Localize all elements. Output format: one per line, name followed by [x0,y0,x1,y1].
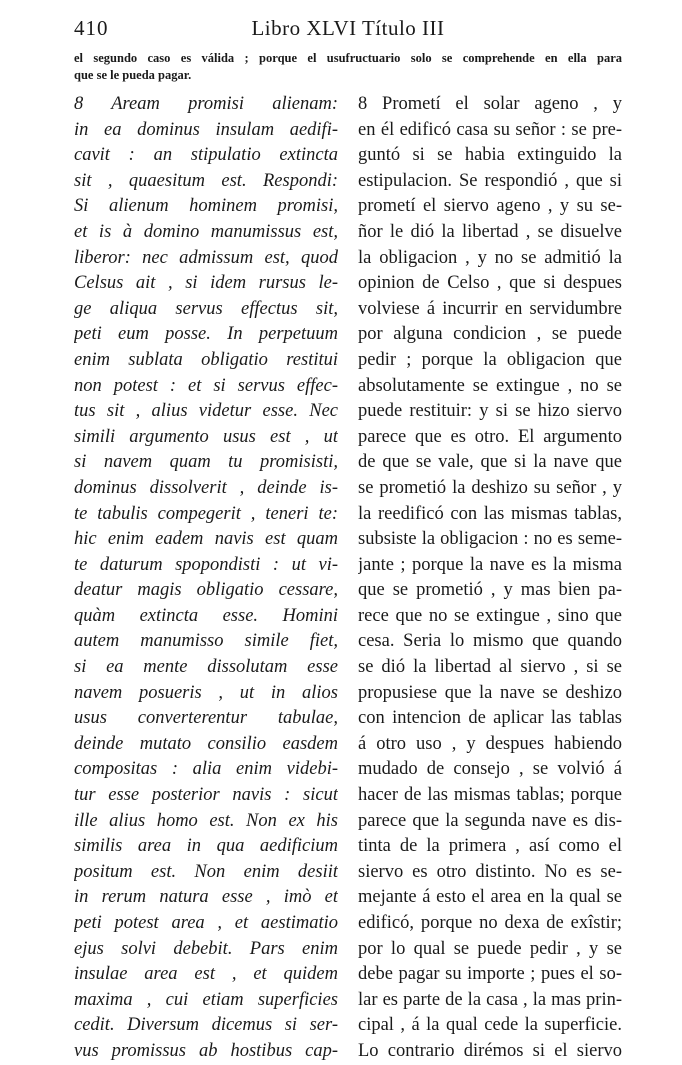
latin-text-line: te daturum spopondisti : ut vi- [74,554,338,575]
latin-text-line: et is à domino manumissus est, [74,221,338,242]
latin-text-column [74,92,338,1065]
latin-text-line: Si alienum hominem promisi, [74,196,338,217]
spanish-text-line: por lo qual se puede pedir , y se [358,938,622,959]
spanish-text-line: 8 Prometí el solar ageno , y [358,94,622,114]
spanish-text-line: se dió la libertad al siervo , si se [358,657,622,678]
latin-text-line: tur esse posterior navis : sicut [74,785,338,806]
latin-text-line: ge aliqua servus effectus sit, [74,298,338,319]
spanish-text-line: rece que no se extingue , sino que [358,605,622,626]
carry-over-line: que se le pueda pagar. [74,68,192,82]
latin-text-line: compositas : alia enim videbi- [74,759,338,780]
carry-over-paragraph [74,50,622,84]
spanish-text-line: que se prometió , y mas bien pa- [358,580,622,601]
spanish-text-line: debe pagar su importe ; pues el so- [358,964,622,985]
latin-text-line: ejus solvi debebit. Pars enim [74,938,338,959]
spanish-text-line: cesa. Seria lo mismo que quando [358,631,622,652]
latin-text-line: similis area in qua aedificium [74,836,338,857]
spanish-text-line: la reedificó con las mismas tablas, [358,503,622,524]
spanish-text-line: con intencion de aplicar las tablas [358,708,622,729]
latin-text-line: hic enim eadem navis est quam [74,529,338,550]
spanish-text-line: hacer de las mismas tablas; porque [358,785,622,806]
latin-text-line: sit , quaesitum est. Respondi: [74,170,338,191]
latin-text-line: positum est. Non enim desiit [74,861,338,882]
spanish-text-line: opinion de Celso , que si despues [358,273,622,294]
latin-text-line: Celsus ait , si idem rursus le- [74,273,338,294]
latin-text-line: enim sublata obligatio restitui [74,349,338,370]
latin-text-line: dominus dissolverit , deinde is- [74,477,338,498]
page-header [74,16,622,46]
spanish-text-line: estipulacion. Se respondió , que si [358,170,622,191]
latin-text-line: deinde mutato consilio easdem [74,733,338,754]
spanish-text-line: mejante á esto el area en la qual se [358,887,622,908]
page-number: 410 [74,16,109,40]
spanish-text-line: subsiste la obligacion : no es seme- [358,529,622,550]
spanish-text-line: Lo contrario dirémos si el siervo [358,1040,622,1061]
latin-text-line: maxima , cui etiam superficies [74,989,338,1010]
spanish-text-line: de que se vale, que si la nave que [358,452,622,473]
spanish-text-line: ñor le dió la libertad , se disuelve [358,221,622,242]
spanish-text-line: parece que es otro. El argumento [358,426,622,447]
latin-text-line: non potest : et si servus effec- [74,375,338,396]
spanish-text-line: cipal , á la qual cede la superficie. [358,1015,622,1036]
spanish-text-column [358,92,622,1065]
latin-text-line: autem manumisso simile fiet, [74,631,338,652]
spanish-text-line: siervo es otro distinto. No es se- [358,861,622,882]
latin-text-line: quàm extincta esse. Homini [74,605,338,626]
running-head: Libro XLVI Título III [251,16,445,40]
spanish-text-line: mudado de consejo , se volvió á [358,759,622,780]
spanish-text-line: puede restituir: y si se hizo siervo [358,401,622,422]
carry-over-line: el segundo caso es válida ; porque el usufructuario solo se comprehende en ella para [74,51,622,65]
latin-text-line: cedit. Diversum dicemus si ser- [74,1015,338,1036]
spanish-text-line: en él edificó casa su señor : se pre- [358,119,622,140]
latin-text-line: si navem quam tu promisisti, [74,452,338,473]
latin-text-line: in rerum natura esse , imò et [74,887,338,908]
spanish-text-line: jante ; porque la nave es la misma [358,554,622,575]
latin-text-line: insulae area est , et quidem [74,964,338,985]
latin-text-line: liberor: nec admissum est, quod [74,247,338,268]
latin-text-line: cavit : an stipulatio extincta [74,145,338,166]
spanish-text-line: propusiese que la nave se deshizo [358,682,622,703]
latin-text-line: peti potest area , et aestimatio [74,913,338,933]
spanish-text-line: guntó si se habia extinguido la [358,145,622,166]
spanish-text-line: por alguna condicion , se puede [358,324,622,345]
latin-text-line: vus promissus ab hostibus cap- [74,1040,338,1061]
latin-text-line: si ea mente dissolutam esse [74,657,338,678]
latin-text-line: peti eum posse. In perpetuum [74,324,338,345]
latin-text-line: in ea dominus insulam aedifi- [74,119,338,140]
spanish-text-line: pedir ; porque la obligacion que [358,349,622,370]
latin-text-line: navem posueris , ut in alios [74,682,338,703]
latin-text-line: te tabulis compegerit , teneri te: [74,503,338,524]
spanish-text-line: parece que la segunda nave es dis- [358,810,622,831]
spanish-text-line: la obligacion , y no se admitió la [358,247,622,268]
spanish-text-line: tinta de la primera , así como el [358,836,622,857]
spanish-text-line: volviese á incurrir en servidumbre [358,298,622,319]
latin-text-line: tus sit , alius videtur esse. Nec [74,401,338,422]
latin-text-line: deatur magis obligatio cessare, [74,580,338,601]
spanish-text-line: á otro uso , y despues habiendo [358,733,622,754]
spanish-text-line: se prometió la deshizo su señor , y [358,477,622,498]
spanish-text-line: edificó, porque no dexa de exîstir; [358,913,622,933]
spanish-text-line: absolutamente se extingue , no se [358,375,622,396]
latin-text-line: simili argumento usus est , ut [74,426,338,447]
latin-text-line: 8 Aream promisi alienam: [74,94,338,114]
spanish-text-line: lar es parte de la casa , la mas prin- [358,989,622,1010]
latin-text-line: ille alius homo est. Non ex his [74,810,338,831]
spanish-text-line: prometí el siervo ageno , y su se- [358,196,622,217]
latin-text-line: usus converterentur tabulae, [74,708,338,729]
